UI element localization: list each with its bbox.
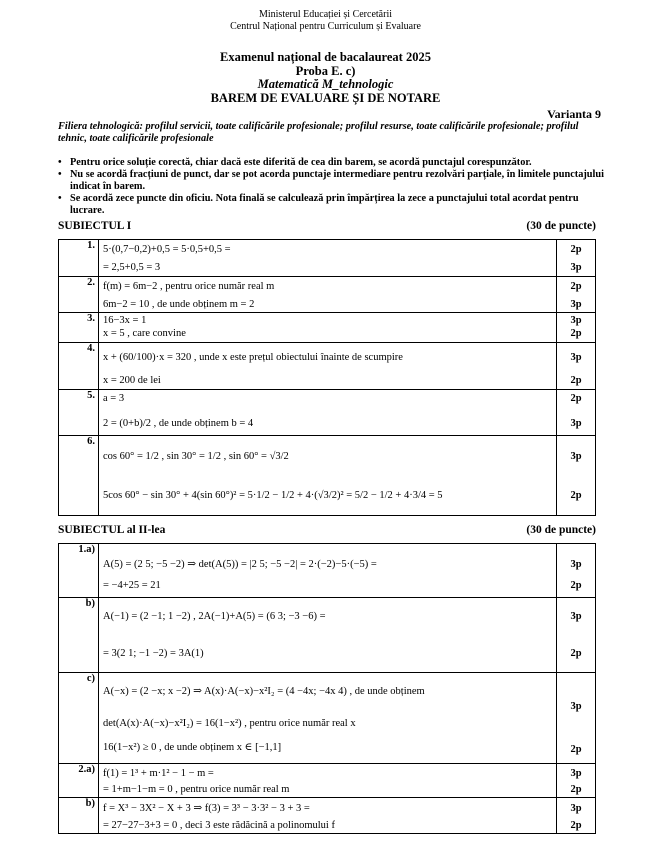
solution-line: 5cos 60° − sin 30° + 4(sin 60°)² = 5·1/2 − 1/2 + 4·(√3/2)² = 5/2 − 1/2 + 4·3/4 = 5 <box>103 490 443 501</box>
section-1-table <box>58 239 596 516</box>
item-number: 5. <box>59 390 99 436</box>
table-row <box>59 240 596 277</box>
section-2-heading <box>58 524 596 536</box>
item-number: 2.a) <box>59 764 99 798</box>
solution-line: = 27−27−3+3 = 0 , deci 3 este rădăcină a polinomului f <box>103 820 335 831</box>
points-value: 2p <box>570 744 582 755</box>
solution-line: 16−3x = 1 <box>103 315 147 326</box>
rules-list <box>58 157 606 217</box>
filiera-text: Filiera tehnologică: profilul servicii, toate calificările profesionale; profilul resurse, toate calificările profesionale; profilul tehnic, toate calificările profesionale <box>58 121 579 144</box>
rule-item: • Pentru orice soluție corectă, chiar dacă este diferită de cea din barem, se acordă punctajul corespunzător. <box>58 157 606 169</box>
section-2-table <box>58 543 596 834</box>
points-value: 2p <box>570 490 582 501</box>
points-value: 2p <box>570 784 582 795</box>
item-number: 6. <box>59 436 99 516</box>
subject-title: Matematică M_tehnologic <box>257 77 394 91</box>
solution-line: x + (60/100)·x = 320 , unde x este prețul obiectului înainte de scumpire <box>103 352 403 363</box>
item-number: c) <box>59 673 99 764</box>
section-1-title: SUBIECTUL I <box>58 220 132 232</box>
points-value: 2p <box>570 281 582 292</box>
solution-line: = −4+25 = 21 <box>103 580 161 591</box>
table-row <box>59 764 596 798</box>
solution-line: A(−1) = (2 −1; 1 −2) , 2A(−1)+A(5) = (6 3; −3 −6) = <box>103 611 326 622</box>
points-value: 2p <box>570 328 582 339</box>
proba-title: Proba E. c) <box>295 63 356 78</box>
table-row <box>59 390 596 436</box>
points-value: 3p <box>570 262 582 273</box>
table-row <box>59 277 596 313</box>
points-value: 2p <box>570 820 582 831</box>
solution-line: = 1+m−1−m = 0 , pentru orice număr real m <box>103 784 290 795</box>
points-value: 2p <box>570 393 582 404</box>
table-row <box>59 798 596 834</box>
solution-line: = 2,5+0,5 = 3 <box>103 262 161 273</box>
solution-line: x = 5 , care convine <box>103 328 186 339</box>
points-value: 3p <box>570 315 582 326</box>
solution-line: a = 3 <box>103 393 125 404</box>
rule-item: • Nu se acordă fracțiuni de punct, dar se pot acorda punctaje intermediare pentru rezolvări parțiale, în limitele punctajului indicat în barem. <box>58 169 606 193</box>
item-number: 1.a) <box>59 544 99 598</box>
rule-item: • Se acordă zece puncte din oficiu. Nota finală se calculează prin împărțirea la zece a punctajului total acordat pentru lucrare. <box>58 193 606 217</box>
table-row <box>59 313 596 343</box>
section-2-points: (30 de puncte) <box>526 524 596 536</box>
points-value: 3p <box>570 803 582 814</box>
ministry-name: Ministerul Educației și Cercetării <box>258 9 392 20</box>
solution-line: 5·(0,7−0,2)+0,5 = 5·0,5+0,5 = <box>103 244 231 255</box>
item-number: 1. <box>59 240 99 277</box>
item-number: 3. <box>59 313 99 343</box>
solution-line: f = X³ − 3X² − X + 3 ⇒ f(3) = 3³ − 3·3² − 3 + 3 = <box>103 803 310 814</box>
section-1-heading <box>58 220 596 232</box>
points-value: 3p <box>570 768 582 779</box>
table-row <box>59 343 596 390</box>
section-1-points: (30 de puncte) <box>526 220 596 232</box>
solution-line: 2 = (0+b)/2 , de unde obținem b = 4 <box>103 418 254 429</box>
points-value: 3p <box>570 299 582 310</box>
ministry-header <box>0 9 651 33</box>
solution-line: det(A(x)·A(−x)−x²I₂) = 16(1−x²) , pentru orice număr real x <box>103 718 356 729</box>
points-value: 2p <box>570 244 582 255</box>
points-value: 2p <box>570 648 582 659</box>
points-value: 3p <box>570 418 582 429</box>
item-number: b) <box>59 798 99 834</box>
points-value: 3p <box>570 559 582 570</box>
table-row <box>59 598 596 673</box>
points-value: 2p <box>570 375 582 386</box>
solution-line: A(5) = (2 5; −5 −2) ⇒ det(A(5)) = |2 5; −5 −2| = 2·(−2)−5·(−5) = <box>103 559 377 570</box>
table-row <box>59 544 596 598</box>
points-value: 3p <box>570 352 582 363</box>
solution-line: f(m) = 6m−2 , pentru orice număr real m <box>103 281 275 292</box>
item-number: 2. <box>59 277 99 313</box>
points-value: 3p <box>570 451 582 462</box>
table-row <box>59 436 596 516</box>
solution-line: = 3(2 1; −1 −2) = 3A(1) <box>103 648 204 659</box>
solution-line: A(−x) = (2 −x; x −2) ⇒ A(x)·A(−x)−x²I₂ = (4 −4x; −4x 4) , de unde obținem <box>103 686 425 697</box>
points-value: 3p <box>570 611 582 622</box>
variant-label: Varianta 9 <box>547 107 601 121</box>
solution-line: x = 200 de lei <box>103 375 161 386</box>
center-name: Centrul Național pentru Curriculum și Evaluare <box>230 21 421 32</box>
solution-line: f(1) = 1³ + m·1² − 1 − m = <box>103 768 214 779</box>
points-value: 3p <box>570 701 582 712</box>
exam-heading <box>0 51 651 105</box>
solution-line: 16(1−x²) ≥ 0 , de unde obținem x ∈ [−1,1] <box>103 742 282 753</box>
item-number: 4. <box>59 343 99 390</box>
barem-title: BAREM DE EVALUARE ȘI DE NOTARE <box>210 90 441 105</box>
points-value: 2p <box>570 580 582 591</box>
section-2-title: SUBIECTUL al II-lea <box>58 524 166 536</box>
exam-title: Examenul național de bacalaureat 2025 <box>220 50 431 64</box>
table-row <box>59 673 596 764</box>
solution-line: 6m−2 = 10 , de unde obținem m = 2 <box>103 299 255 310</box>
item-number: b) <box>59 598 99 673</box>
solution-line: cos 60° = 1/2 , sin 30° = 1/2 , sin 60° = √3/2 <box>103 451 289 462</box>
